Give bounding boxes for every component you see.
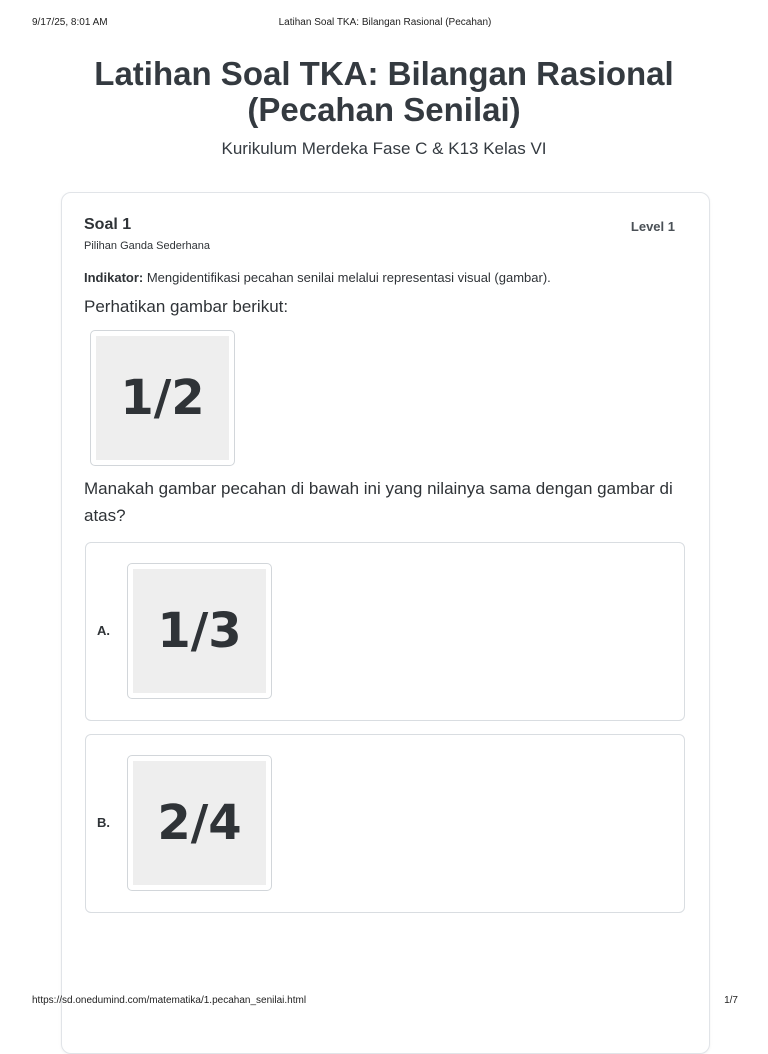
question-text: Manakah gambar pecahan di bawah ini yang nilainya sama dengan gambar di atas? [84,479,673,525]
option-letter: B. [97,815,110,830]
print-page-title: Latihan Soal TKA: Bilangan Rasional (Pecahan) [278,17,492,28]
question-prompt: Perhatikan gambar berikut: [84,297,289,316]
indicator [84,270,551,285]
option-fraction-value: 1/3 [133,569,266,693]
page-subtitle: Kurikulum Merdeka Fase C & K13 Kelas VI [221,139,547,158]
option-a[interactable] [85,542,685,721]
option-fraction-value: 2/4 [133,761,266,885]
print-datetime: 9/17/25, 8:01 AM [32,17,108,28]
question-number: Soal 1 [84,216,132,233]
option-fraction-image [127,563,272,699]
question-fraction-image [90,330,235,466]
question-type: Pilihan Ganda Sederhana [84,240,210,252]
option-b[interactable] [85,734,685,913]
indicator-label: Indikator: [84,270,144,285]
level-badge: Level 1 [630,219,675,234]
print-header [32,17,738,31]
question-card [61,192,710,1054]
print-page-number: 1/7 [724,995,738,1006]
option-letter: A. [97,623,110,638]
indicator-text: Mengidentifikasi pecahan senilai melalui representasi visual (gambar). [143,270,551,285]
print-url: https://sd.onedumind.com/matematika/1.pecahan_senilai.html [32,995,307,1006]
option-fraction-image [127,755,272,891]
page-title: Latihan Soal TKA: Bilangan Rasional (Pecahan Senilai) [94,55,674,128]
question-fraction-value: 1/2 [96,336,229,460]
print-footer [32,995,738,1009]
